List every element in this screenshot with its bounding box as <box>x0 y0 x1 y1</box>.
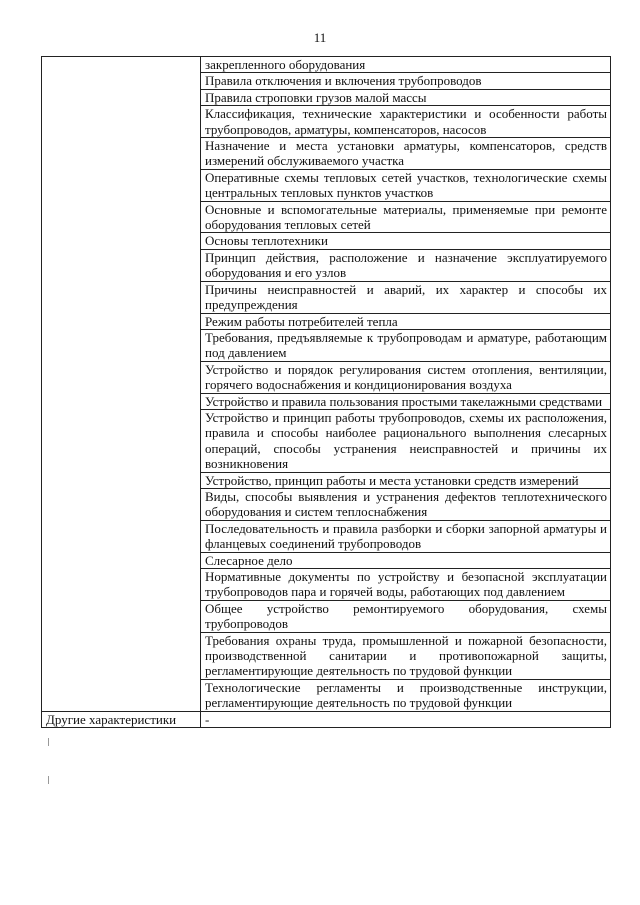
table-row <box>42 57 611 73</box>
requirement-cell: Основы теплотехники <box>201 233 611 249</box>
requirement-cell: Общее устройство ремонтируемого оборудования, схемы трубопроводов <box>201 600 611 632</box>
requirement-cell: Устройство, принцип работы и места установки средств измерений <box>201 472 611 488</box>
requirement-cell: закрепленного оборудования <box>201 57 611 73</box>
requirement-cell: Требования охраны труда, промышленной и пожарной безопасности, производственной санитарии и противопожарной защиты, регламентирующие деятельность по трудовой функции <box>201 632 611 679</box>
requirement-cell: Слесарное дело <box>201 552 611 568</box>
requirement-cell: Виды, способы выявления и устранения дефектов теплотехнического оборудования и систем теплоснабжения <box>201 488 611 520</box>
requirement-cell: Принцип действия, расположение и назначение эксплуатируемого оборудования и его узлов <box>201 249 611 281</box>
requirements-table-body <box>42 57 611 728</box>
requirement-cell: Нормативные документы по устройству и безопасной эксплуатации трубопроводов пара и горячей воды, работающих под давлением <box>201 569 611 601</box>
requirement-cell: Последовательность и правила разборки и сборки запорной арматуры и фланцевых соединений трубопроводов <box>201 520 611 552</box>
requirement-cell: Причины неисправностей и аварий, их характер и способы их предупреждения <box>201 281 611 313</box>
requirement-cell: Основные и вспомогательные материалы, применяемые при ремонте оборудования тепловых сетей <box>201 201 611 233</box>
requirement-cell: Классификация, технические характеристики и особенности работы трубопроводов, арматуры, компенсаторов, насосов <box>201 106 611 138</box>
label-cell-empty <box>42 57 201 712</box>
requirement-cell: Правила строповки грузов малой массы <box>201 89 611 105</box>
requirement-cell: Устройство и порядок регулирования систем отопления, вентиляции, горячего водоснабжения и кондиционирования воздуха <box>201 361 611 393</box>
requirement-cell: Правила отключения и включения трубопроводов <box>201 73 611 89</box>
requirement-cell: Устройство и принцип работы трубопроводов, схемы их расположения, правила и способы наиболее рационального выполнения слесарных операций, способы устранения неисправностей и причины их возникновения <box>201 409 611 472</box>
requirement-cell: Требования, предъявляемые к трубопроводам и арматуре, работающим под давлением <box>201 329 611 361</box>
scan-mark <box>48 776 49 784</box>
requirements-table <box>41 56 611 728</box>
other-characteristics-label: Другие характеристики <box>42 711 201 727</box>
page-number: 11 <box>313 30 327 45</box>
other-characteristics-value: - <box>201 711 611 727</box>
requirement-cell: Технологические регламенты и производственные инструкции, регламентирующие деятельность по трудовой функции <box>201 679 611 711</box>
scan-mark <box>48 738 49 746</box>
requirement-cell: Оперативные схемы тепловых сетей участков, технологические схемы центральных тепловых пунктов участков <box>201 169 611 201</box>
requirement-cell: Режим работы потребителей тепла <box>201 313 611 329</box>
requirement-cell: Устройство и правила пользования простыми такелажными средствами <box>201 393 611 409</box>
table-row-other-characteristics <box>42 711 611 727</box>
requirement-cell: Назначение и места установки арматуры, компенсаторов, средств измерений обслуживаемого участка <box>201 138 611 170</box>
